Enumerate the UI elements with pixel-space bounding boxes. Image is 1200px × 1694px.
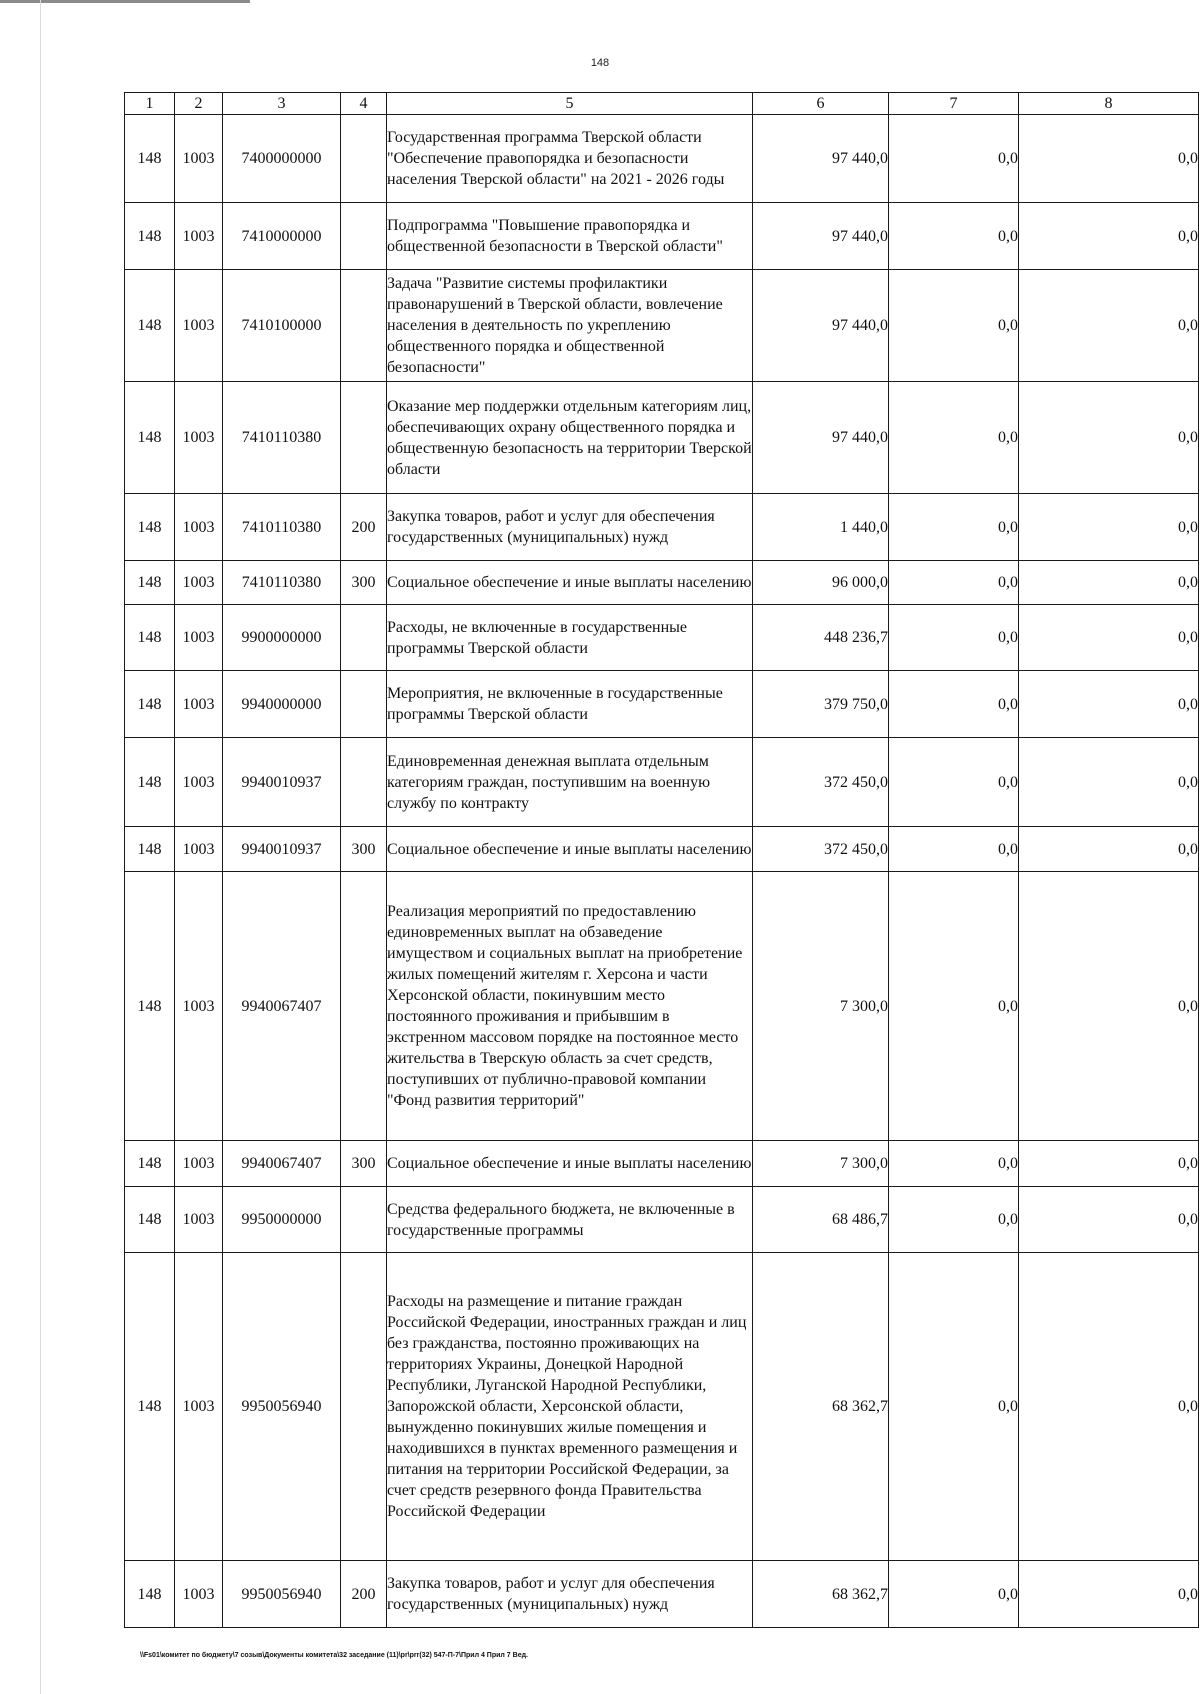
cell-expense-type xyxy=(341,203,387,270)
cell-expense-type: 300 xyxy=(341,1141,387,1187)
cell-amount-8: 0,0 xyxy=(1019,494,1199,561)
cell-section: 1003 xyxy=(175,738,223,827)
cell-section: 1003 xyxy=(175,1253,223,1561)
cell-amount-8: 0,0 xyxy=(1019,270,1199,382)
cell-amount-8: 0,0 xyxy=(1019,382,1199,494)
cell-amount-6: 1 440,0 xyxy=(753,494,889,561)
cell-ministry: 148 xyxy=(125,605,175,671)
cell-target-code: 9900000000 xyxy=(223,605,341,671)
cell-ministry: 148 xyxy=(125,1253,175,1561)
footer-file-path: \\Fs01\комитет по бюджету\7 созыв\Документы комитета\32 заседание (11)\pr\prr(32) 547-П-7\Прил 4 Прил 7 Вед. xyxy=(140,1652,528,1659)
cell-amount-8: 0,0 xyxy=(1019,872,1199,1141)
table-row xyxy=(125,1253,1199,1561)
cell-section: 1003 xyxy=(175,1141,223,1187)
cell-description: Государственная программа Тверской области "Обеспечение правопорядка и безопасности населения Тверской области" на 2021 - 2026 годы xyxy=(387,115,753,203)
cell-amount-7: 0,0 xyxy=(889,203,1019,270)
table-row xyxy=(125,115,1199,203)
cell-amount-8: 0,0 xyxy=(1019,605,1199,671)
header-col-6: 6 xyxy=(753,93,889,115)
cell-amount-6: 68 362,7 xyxy=(753,1561,889,1628)
scan-artifact-edge xyxy=(40,0,41,1694)
cell-expense-type xyxy=(341,1187,387,1253)
cell-target-code: 7410110380 xyxy=(223,494,341,561)
cell-ministry: 148 xyxy=(125,671,175,738)
table-row xyxy=(125,605,1199,671)
cell-target-code: 9940010937 xyxy=(223,827,341,872)
table-row xyxy=(125,827,1199,872)
cell-amount-8: 0,0 xyxy=(1019,1253,1199,1561)
cell-amount-7: 0,0 xyxy=(889,494,1019,561)
cell-target-code: 7410110380 xyxy=(223,382,341,494)
table-row xyxy=(125,382,1199,494)
cell-expense-type xyxy=(341,738,387,827)
cell-expense-type xyxy=(341,382,387,494)
cell-amount-8: 0,0 xyxy=(1019,115,1199,203)
cell-amount-7: 0,0 xyxy=(889,671,1019,738)
cell-expense-type: 200 xyxy=(341,1561,387,1628)
header-row xyxy=(125,93,1199,115)
table-row xyxy=(125,1141,1199,1187)
table-row xyxy=(125,1187,1199,1253)
cell-expense-type xyxy=(341,605,387,671)
cell-amount-6: 448 236,7 xyxy=(753,605,889,671)
table-row xyxy=(125,494,1199,561)
cell-amount-7: 0,0 xyxy=(889,382,1019,494)
cell-section: 1003 xyxy=(175,270,223,382)
cell-expense-type xyxy=(341,872,387,1141)
table-row xyxy=(125,203,1199,270)
cell-target-code: 9950056940 xyxy=(223,1561,341,1628)
cell-expense-type xyxy=(341,270,387,382)
header-col-5: 5 xyxy=(387,93,753,115)
cell-target-code: 7410100000 xyxy=(223,270,341,382)
cell-amount-8: 0,0 xyxy=(1019,1141,1199,1187)
cell-section: 1003 xyxy=(175,115,223,203)
cell-ministry: 148 xyxy=(125,827,175,872)
cell-section: 1003 xyxy=(175,872,223,1141)
cell-amount-6: 97 440,0 xyxy=(753,382,889,494)
cell-description: Расходы, не включенные в государственные программы Тверской области xyxy=(387,605,753,671)
cell-section: 1003 xyxy=(175,494,223,561)
cell-ministry: 148 xyxy=(125,872,175,1141)
cell-description: Единовременная денежная выплата отдельным категориям граждан, поступившим на военную службу по контракту xyxy=(387,738,753,827)
cell-amount-6: 68 362,7 xyxy=(753,1253,889,1561)
page-number: 148 xyxy=(590,57,610,69)
cell-amount-7: 0,0 xyxy=(889,1561,1019,1628)
cell-ministry: 148 xyxy=(125,494,175,561)
cell-expense-type: 300 xyxy=(341,561,387,605)
header-col-7: 7 xyxy=(889,93,1019,115)
cell-expense-type xyxy=(341,671,387,738)
cell-section: 1003 xyxy=(175,605,223,671)
cell-target-code: 9940000000 xyxy=(223,671,341,738)
table-row xyxy=(125,561,1199,605)
table-row xyxy=(125,270,1199,382)
cell-ministry: 148 xyxy=(125,738,175,827)
cell-ministry: 148 xyxy=(125,382,175,494)
cell-amount-7: 0,0 xyxy=(889,827,1019,872)
cell-section: 1003 xyxy=(175,1561,223,1628)
cell-amount-7: 0,0 xyxy=(889,872,1019,1141)
cell-ministry: 148 xyxy=(125,203,175,270)
table-row xyxy=(125,738,1199,827)
cell-amount-8: 0,0 xyxy=(1019,561,1199,605)
cell-description: Социальное обеспечение и иные выплаты населению xyxy=(387,561,753,605)
header-col-2: 2 xyxy=(175,93,223,115)
cell-expense-type: 200 xyxy=(341,494,387,561)
cell-amount-7: 0,0 xyxy=(889,115,1019,203)
cell-section: 1003 xyxy=(175,382,223,494)
cell-section: 1003 xyxy=(175,827,223,872)
cell-amount-8: 0,0 xyxy=(1019,203,1199,270)
cell-description: Закупка товаров, работ и услуг для обеспечения государственных (муниципальных) нужд xyxy=(387,494,753,561)
cell-description: Реализация мероприятий по предоставлению единовременных выплат на обзаведение имуществом и социальных выплат на приобретение жилых помещений жителям г. Херсона и части Херсонской области, покинувшим место постоянного проживания и прибывшим в экстренном массовом порядке на постоянное место жительства в Тверскую область за счет средств, поступивших от публично-правовой компании "Фонд развития территорий" xyxy=(387,872,753,1141)
cell-description: Средства федерального бюджета, не включенные в государственные программы xyxy=(387,1187,753,1253)
cell-ministry: 148 xyxy=(125,1141,175,1187)
cell-target-code: 7400000000 xyxy=(223,115,341,203)
cell-amount-6: 7 300,0 xyxy=(753,872,889,1141)
cell-amount-8: 0,0 xyxy=(1019,1561,1199,1628)
cell-expense-type xyxy=(341,115,387,203)
cell-description: Мероприятия, не включенные в государственные программы Тверской области xyxy=(387,671,753,738)
cell-amount-8: 0,0 xyxy=(1019,827,1199,872)
cell-expense-type: 300 xyxy=(341,827,387,872)
cell-ministry: 148 xyxy=(125,1561,175,1628)
cell-ministry: 148 xyxy=(125,1187,175,1253)
cell-section: 1003 xyxy=(175,561,223,605)
cell-target-code: 9940067407 xyxy=(223,872,341,1141)
cell-amount-7: 0,0 xyxy=(889,1141,1019,1187)
cell-amount-6: 7 300,0 xyxy=(753,1141,889,1187)
budget-table xyxy=(124,92,1199,1628)
cell-amount-6: 97 440,0 xyxy=(753,270,889,382)
header-col-8: 8 xyxy=(1019,93,1199,115)
cell-description: Задача "Развитие системы профилактики правонарушений в Тверской области, вовлечение населения в деятельность по укреплению общественного порядка и общественной безопасности" xyxy=(387,270,753,382)
cell-amount-7: 0,0 xyxy=(889,605,1019,671)
cell-section: 1003 xyxy=(175,671,223,738)
cell-amount-7: 0,0 xyxy=(889,270,1019,382)
cell-amount-6: 372 450,0 xyxy=(753,827,889,872)
cell-amount-6: 97 440,0 xyxy=(753,203,889,270)
cell-description: Подпрограмма "Повышение правопорядка и общественной безопасности в Тверской области" xyxy=(387,203,753,270)
cell-amount-7: 0,0 xyxy=(889,561,1019,605)
cell-amount-6: 97 440,0 xyxy=(753,115,889,203)
table-row xyxy=(125,1561,1199,1628)
table-row xyxy=(125,671,1199,738)
cell-target-code: 9950000000 xyxy=(223,1187,341,1253)
cell-amount-6: 96 000,0 xyxy=(753,561,889,605)
cell-description: Расходы на размещение и питание граждан Российской Федерации, иностранных граждан и лиц без гражданства, постоянно проживающих на территориях Украины, Донецкой Народной Республики, Луганской Народной Республики, Запорожской области, Херсонской области, вынужденно покинувших жилые помещения и находившихся в пунктах временного размещения и питания на территории Российской Федерации, за счет средств резервного фонда Правительства Российской Федерации xyxy=(387,1253,753,1561)
cell-target-code: 9940010937 xyxy=(223,738,341,827)
cell-ministry: 148 xyxy=(125,561,175,605)
cell-amount-8: 0,0 xyxy=(1019,671,1199,738)
cell-amount-6: 372 450,0 xyxy=(753,738,889,827)
cell-amount-6: 379 750,0 xyxy=(753,671,889,738)
cell-description: Социальное обеспечение и иные выплаты населению xyxy=(387,827,753,872)
scan-artifact-top xyxy=(0,0,250,3)
cell-description: Оказание мер поддержки отдельным категориям лиц, обеспечивающих охрану общественного порядка и общественную безопасность на территории Тверской области xyxy=(387,382,753,494)
cell-section: 1003 xyxy=(175,1187,223,1253)
cell-amount-6: 68 486,7 xyxy=(753,1187,889,1253)
cell-target-code: 9950056940 xyxy=(223,1253,341,1561)
header-col-1: 1 xyxy=(125,93,175,115)
cell-target-code: 7410110380 xyxy=(223,561,341,605)
cell-description: Закупка товаров, работ и услуг для обеспечения государственных (муниципальных) нужд xyxy=(387,1561,753,1628)
table-row xyxy=(125,872,1199,1141)
cell-amount-8: 0,0 xyxy=(1019,1187,1199,1253)
cell-description: Социальное обеспечение и иные выплаты населению xyxy=(387,1141,753,1187)
cell-amount-7: 0,0 xyxy=(889,1253,1019,1561)
cell-amount-7: 0,0 xyxy=(889,1187,1019,1253)
cell-ministry: 148 xyxy=(125,270,175,382)
header-col-3: 3 xyxy=(223,93,341,115)
cell-amount-7: 0,0 xyxy=(889,738,1019,827)
cell-target-code: 9940067407 xyxy=(223,1141,341,1187)
cell-amount-8: 0,0 xyxy=(1019,738,1199,827)
cell-expense-type xyxy=(341,1253,387,1561)
cell-ministry: 148 xyxy=(125,115,175,203)
header-col-4: 4 xyxy=(341,93,387,115)
cell-section: 1003 xyxy=(175,203,223,270)
cell-target-code: 7410000000 xyxy=(223,203,341,270)
